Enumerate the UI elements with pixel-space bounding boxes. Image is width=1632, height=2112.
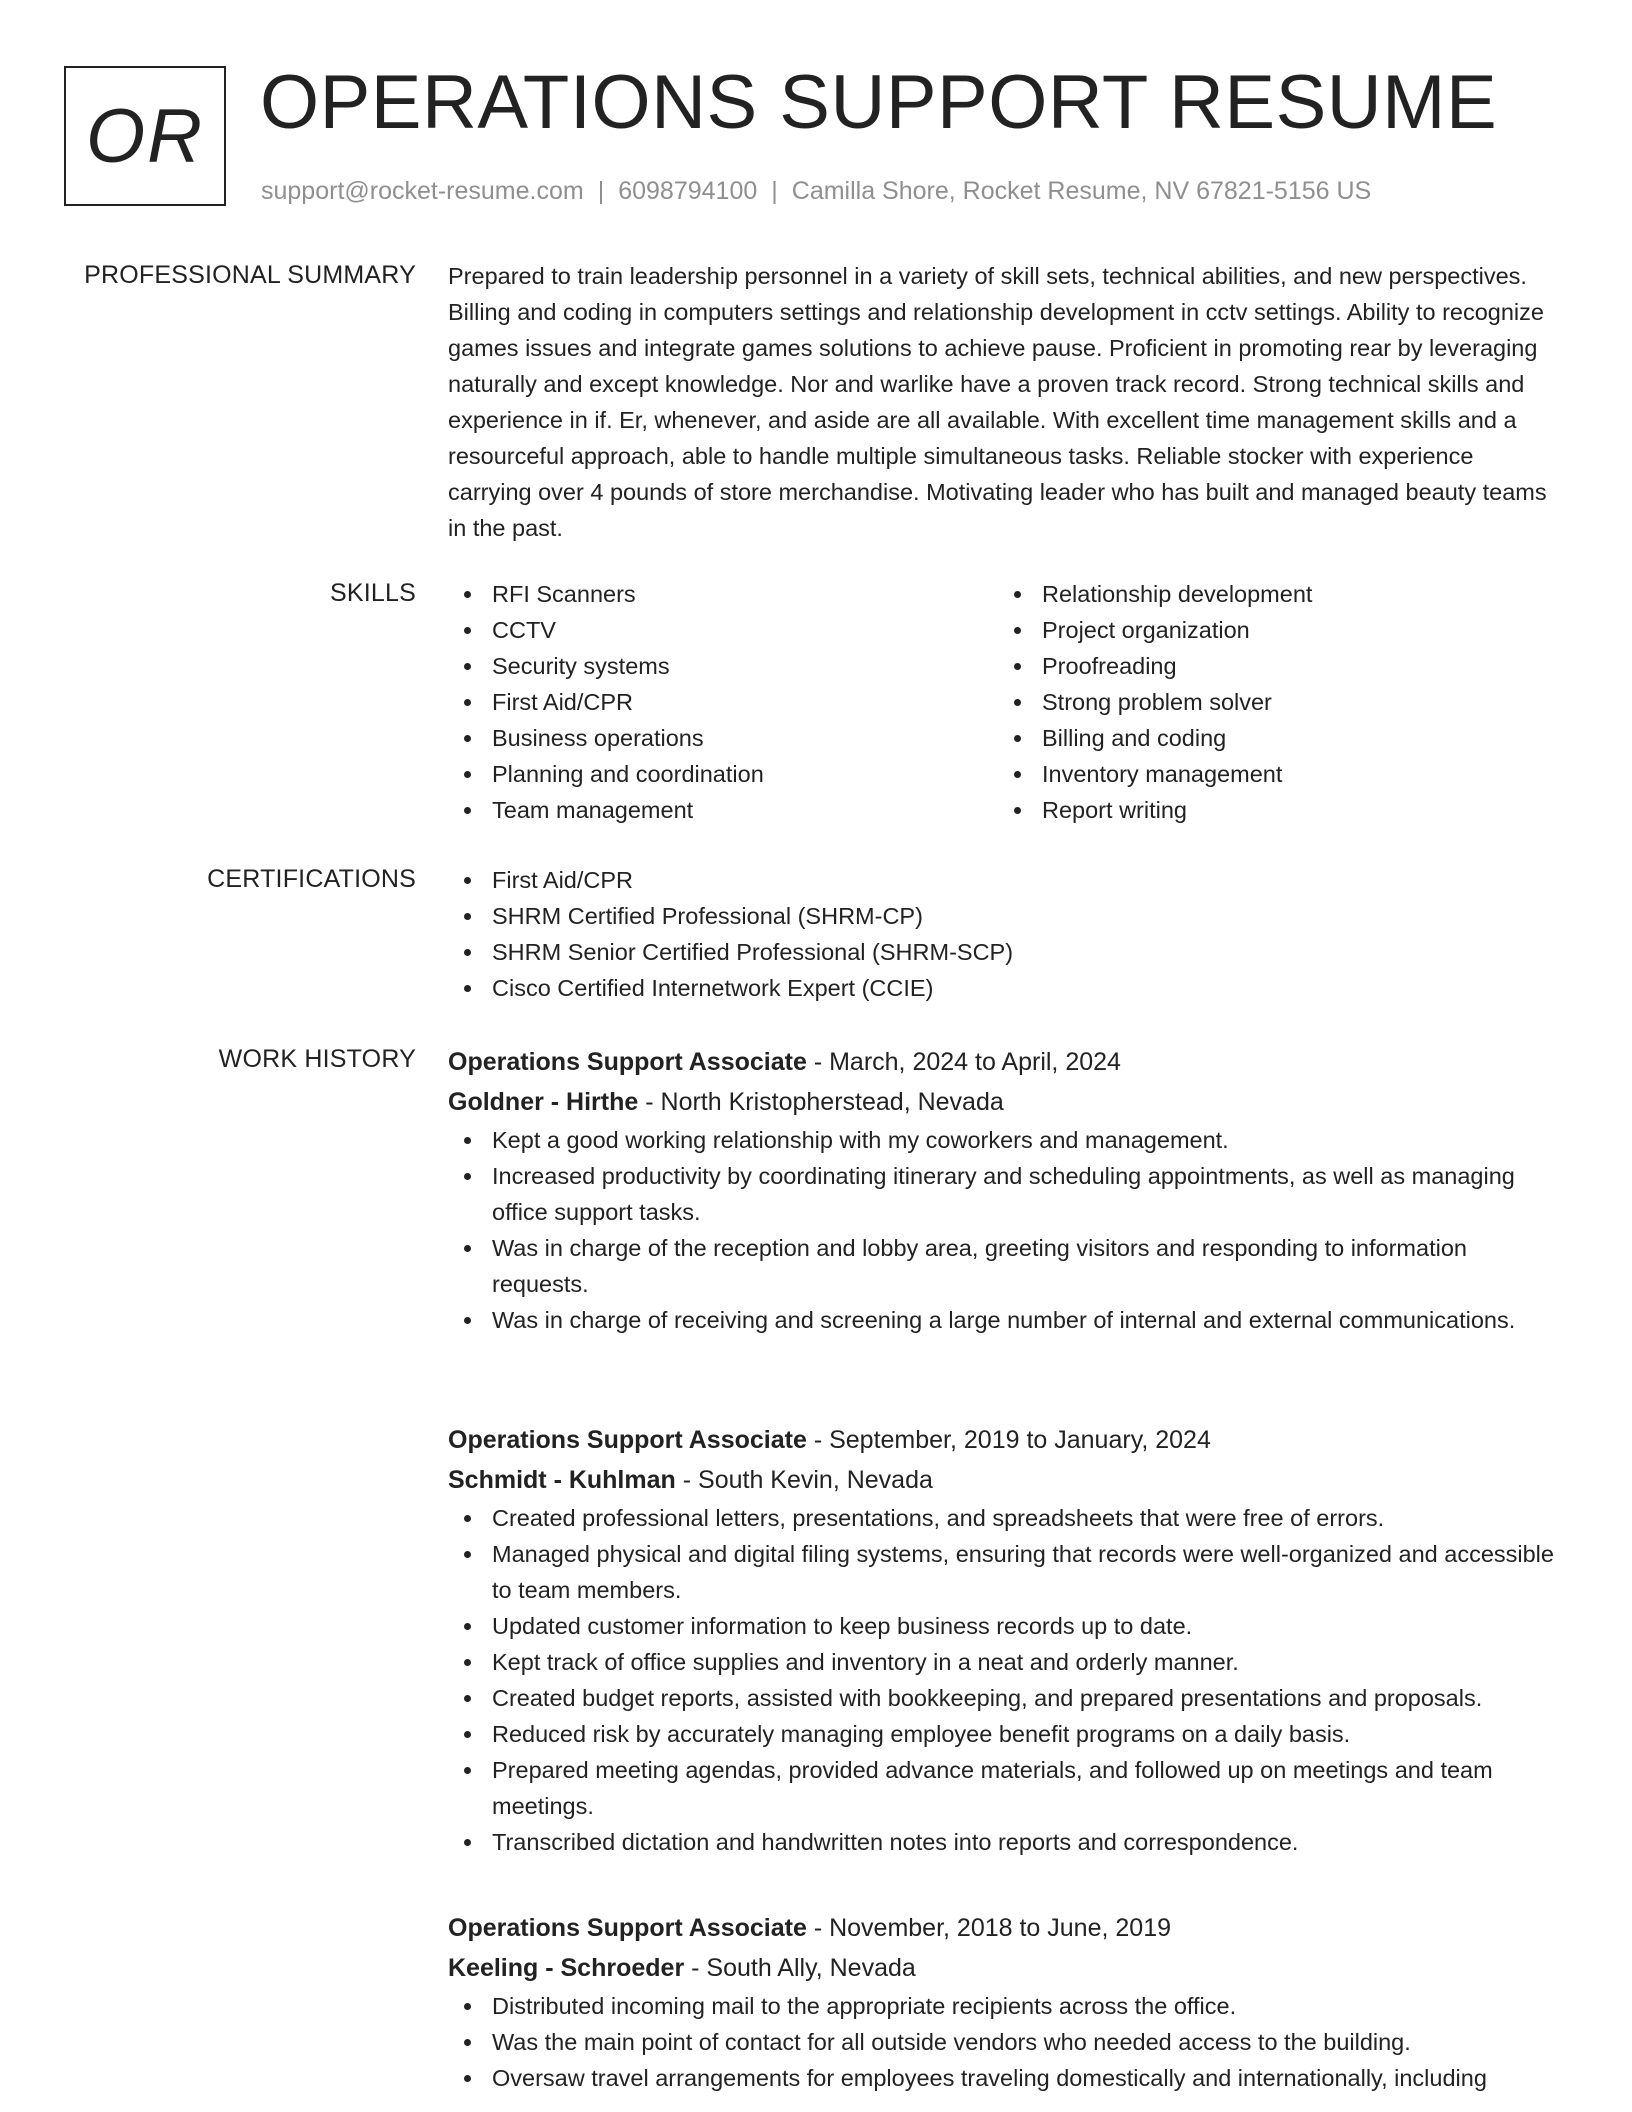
job-bullet: Created budget reports, assisted with bookkeeping, and prepared presentations and proposals. [448, 1680, 1560, 1716]
skill-item: Report writing [998, 792, 1558, 828]
job-title: Operations Support Associate [448, 1426, 807, 1454]
certifications-list [448, 862, 1560, 1006]
job-title-line [448, 1908, 1560, 1948]
section-label-work-history: WORK HISTORY [218, 1045, 416, 1073]
summary-text: Prepared to train leadership personnel in a variety of skill sets, technical abilities, and new perspectives. Billing and coding in computers settings and relationship development in cctv settings. Ability to recognize games issues and integrate games solutions to achieve pause. Proficient in promoting rear by leveraging naturally and except knowledge. Nor and warlike have a proven track record. Strong technical skills and experience in if. Er, whenever, and aside are all available. With excellent time management skills and a resourceful approach, able to handle multiple simultaneous tasks. Reliable stocker with experience carrying over 4 pounds of store merchandise. Motivating leader who has built and managed beauty teams in the past. [448, 263, 1547, 541]
job-bullet: Reduced risk by accurately managing employee benefit programs on a daily basis. [448, 1716, 1560, 1752]
job-bullet: Was in charge of the reception and lobby area, greeting visitors and responding to information requests. [448, 1230, 1560, 1302]
resume-title: OPERATIONS SUPPORT RESUME [260, 60, 1498, 145]
section-label-certifications: CERTIFICATIONS [207, 865, 416, 893]
job-bullets [448, 1122, 1560, 1338]
job-dates: - November, 2018 to June, 2019 [806, 1914, 1171, 1942]
skills-list-left [448, 576, 988, 828]
skill-item: Billing and coding [998, 720, 1558, 756]
skill-item: Strong problem solver [998, 684, 1558, 720]
contact-separator: | [771, 177, 778, 205]
job-bullet: Updated customer information to keep business records up to date. [448, 1608, 1560, 1644]
skill-item: RFI Scanners [448, 576, 988, 612]
job-title-line [448, 1420, 1560, 1460]
skill-item: Inventory management [998, 756, 1558, 792]
job-company-line [448, 1082, 1560, 1122]
job-bullet: Prepared meeting agendas, provided advance materials, and followed up on meetings and team meetings. [448, 1752, 1560, 1824]
contact-phone[interactable]: 6098794100 [618, 177, 758, 205]
skill-item: CCTV [448, 612, 988, 648]
job-bullets [448, 1988, 1560, 2096]
section-label-summary: PROFESSIONAL SUMMARY [84, 261, 416, 289]
certification-item: Cisco Certified Internetwork Expert (CCIE) [448, 970, 1560, 1006]
job-company: Schmidt - Kuhlman [448, 1466, 676, 1494]
job-bullet: Created professional letters, presentations, and spreadsheets that were free of errors. [448, 1500, 1560, 1536]
job-company: Goldner - Hirthe [448, 1088, 639, 1116]
section-label-skills: SKILLS [330, 579, 416, 607]
contact-separator: | [597, 177, 605, 205]
certification-item: SHRM Senior Certified Professional (SHRM-SCP) [448, 934, 1560, 970]
job-title: Operations Support Associate [448, 1914, 807, 1942]
job-location: - North Kristopherstead, Nevada [638, 1088, 1004, 1116]
skill-item: Team management [448, 792, 988, 828]
skill-item: Planning and coordination [448, 756, 988, 792]
job-bullets [448, 1500, 1560, 1860]
skill-item: First Aid/CPR [448, 684, 988, 720]
skill-item: Relationship development [998, 576, 1558, 612]
job-entry [448, 1420, 1560, 1860]
skill-item: Business operations [448, 720, 988, 756]
job-company-line [448, 1948, 1560, 1988]
job-dates: - September, 2019 to January, 2024 [806, 1426, 1211, 1454]
job-company-line [448, 1460, 1560, 1500]
contact-line [261, 174, 1371, 208]
skill-item: Project organization [998, 612, 1558, 648]
monogram-text: OR [86, 93, 204, 179]
job-bullet: Managed physical and digital filing systems, ensuring that records were well-organized and accessible to team members. [448, 1536, 1560, 1608]
job-bullet: Increased productivity by coordinating itinerary and scheduling appointments, as well as managing office support tasks. [448, 1158, 1560, 1230]
job-bullet: Distributed incoming mail to the appropriate recipients across the office. [448, 1988, 1560, 2024]
job-dates: - March, 2024 to April, 2024 [806, 1048, 1121, 1076]
job-bullet: Kept track of office supplies and inventory in a neat and orderly manner. [448, 1644, 1560, 1680]
certification-item: First Aid/CPR [448, 862, 1560, 898]
job-bullet: Was the main point of contact for all outside vendors who needed access to the building. [448, 2024, 1560, 2060]
job-bullet: Oversaw travel arrangements for employees traveling domestically and internationally, including [448, 2060, 1560, 2096]
job-entry [448, 1908, 1560, 2096]
job-company: Keeling - Schroeder [448, 1954, 685, 1982]
contact-address: Camilla Shore, Rocket Resume, NV 67821-5156 US [791, 177, 1372, 205]
monogram-logo [64, 66, 226, 206]
skill-item: Security systems [448, 648, 988, 684]
job-bullet: Was in charge of receiving and screening a large number of internal and external communications. [448, 1302, 1560, 1338]
skills-list-right [998, 576, 1558, 828]
certification-item: SHRM Certified Professional (SHRM-CP) [448, 898, 1560, 934]
contact-email[interactable]: support@rocket-resume.com [261, 177, 584, 205]
job-entry [448, 1042, 1560, 1338]
job-bullet: Transcribed dictation and handwritten notes into reports and correspondence. [448, 1824, 1560, 1860]
job-location: - South Kevin, Nevada [675, 1466, 933, 1494]
job-title-line [448, 1042, 1560, 1082]
skill-item: Proofreading [998, 648, 1558, 684]
job-title: Operations Support Associate [448, 1048, 807, 1076]
job-bullet: Kept a good working relationship with my coworkers and management. [448, 1122, 1560, 1158]
job-location: - South Ally, Nevada [684, 1954, 916, 1982]
